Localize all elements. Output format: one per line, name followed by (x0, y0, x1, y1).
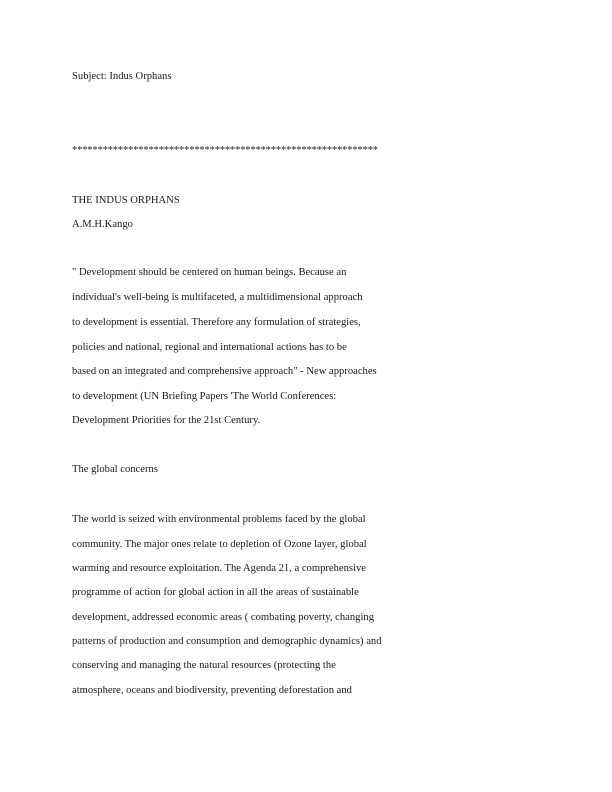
body-line: warming and resource exploitation. The Agenda 21, a comprehensive (72, 563, 366, 574)
quote-line: to development (UN Briefing Papers 'The World Conferences: (72, 391, 337, 402)
quote-line: Development Priorities for the 21st Century. (72, 415, 261, 426)
subject-line: Subject: Indus Orphans (72, 71, 172, 82)
quote-line: to development is essential. Therefore any formulation of strategies, (72, 317, 361, 328)
separator-line: ************************************************************ (72, 145, 378, 156)
article-title: THE INDUS ORPHANS (72, 195, 180, 206)
article-author: A.M.H.Kango (72, 219, 133, 230)
body-line: community. The major ones relate to depletion of Ozone layer, global (72, 539, 367, 550)
body-line: The world is seized with environmental problems faced by the global (72, 514, 366, 525)
quote-line: individual's well-being is multifaceted, a multidimensional approach (72, 292, 363, 303)
quote-line: " Development should be centered on human beings. Because an (72, 267, 347, 278)
body-line: programme of action for global action in all the areas of sustainable (72, 587, 359, 598)
body-line: development, addressed economic areas ( combating poverty, changing (72, 612, 375, 623)
body-line: patterns of production and consumption and demographic dynamics) and (72, 636, 382, 647)
body-line: conserving and managing the natural resources (protecting the (72, 660, 336, 671)
body-line: atmosphere, oceans and biodiversity, preventing deforestation and (72, 685, 352, 696)
quote-line: policies and national, regional and international actions has to be (72, 342, 347, 353)
quote-line: based on an integrated and comprehensive approach" - New approaches (72, 366, 377, 377)
section-heading: The global concerns (72, 464, 158, 475)
